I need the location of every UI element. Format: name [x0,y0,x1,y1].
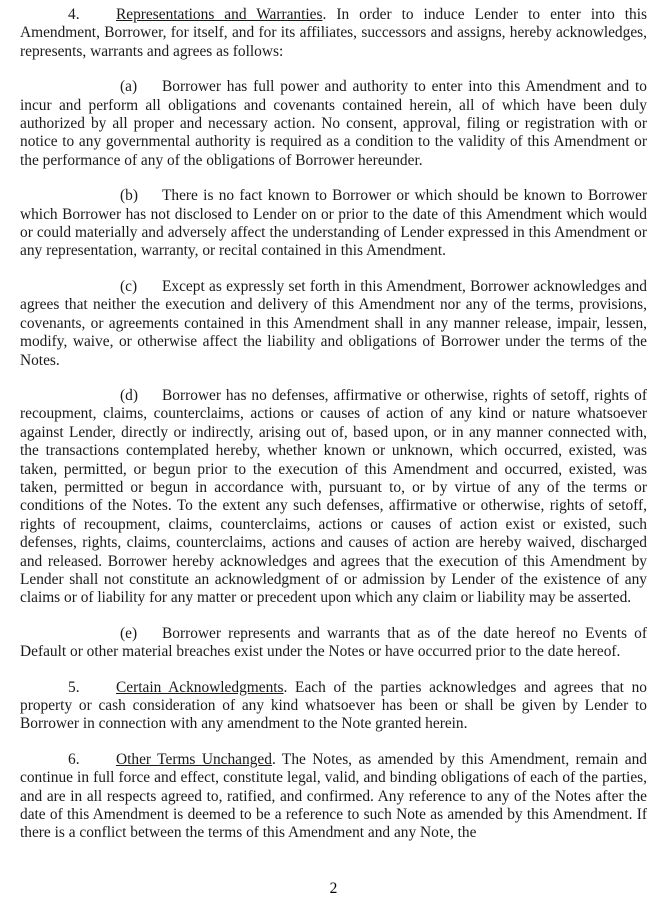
clause-label: (b) [120,187,138,205]
section-text: . The Notes, as amended by this Amendment, remain and continue in full force and effect, constitute legal, valid, and binding obligations of each of the parties, and are in all respects agreed to, ratified, and confirmed. Any reference to any of the Notes after the date of this Amendment is deemed to be a reference to such Note as amended by this Amendment. If there is a conflict between the terms of this Amendment and any Note, the [20,750,647,842]
clause-e [20,625,647,662]
clause-a [20,78,647,170]
clause-text: Borrower has no defenses, affirmative or otherwise, rights of setoff, rights of recoupment, claims, counterclaims, actions or causes of action of any kind or nature whatsoever against Lender, directly or indirectly, arising out of, based upon, or in any manner connected with, the transactions contemplated hereby, whether known or unknown, which occurred, existed, was taken, permitted, or begun prior to the execution of this Amendment and occurred, existed, was taken, permitted or begun in accordance with, pursuant to, or by virtue of any of the terms or conditions of the Notes. To the extent any such defenses, affirmative or otherwise, rights of setoff, rights of recoupment, claims, counterclaims, actions or causes of action exist or existed, such defenses, rights, claims, counterclaims, actions and causes of action are hereby waived, discharged and released. Borrower hereby acknowledges and agrees that the execution of this Amendment by Lender shall not constitute an acknowledgment of or admission by Lender of the existence of any claims or of liability for any matter or precedent upon which any claim or liability may be asserted. [20,386,647,607]
clause-text: Borrower has full power and authority to enter into this Amendment and to incur and perform all obligations and covenants contained herein, all of which have been duly authorized by all proper and necessary action. No consent, approval, filing or registration with or notice to any governmental authority is required as a condition to the validity of this Amendment or the performance of any of the obligations of Borrower hereunder. [20,78,647,169]
section-text: . In order to induce Lender to enter into this Amendment, Borrower, for itself, and for its affiliates, successors and assigns, hereby acknowledges, represents, warrants and agrees as follows: [20,6,647,60]
clause-label: (e) [120,624,138,642]
section-number: 4. [68,6,80,23]
clause-text: Except as expressly set forth in this Amendment, Borrower acknowledges and agrees that neither the execution and delivery of this Amendment nor any of the terms, provisions, covenants, or agreements contained in this Amendment shall in any manner release, impair, lessen, modify, waive, or otherwise affect the liability and obligations of Borrower under the terms of the Notes. [20,277,647,369]
section-heading: Representations and Warranties [116,6,323,23]
clause-label: (a) [120,78,138,96]
section-number: 6. [68,750,80,768]
clause-text: Borrower represents and warrants that as of the date hereof no Events of Default or other material breaches exist under the Notes or have occurred prior to the date hereof. [20,624,647,661]
clause-text: There is no fact known to Borrower or which should be known to Borrower which Borrower has not disclosed to Lender on or prior to the date of this Amendment which would or could materially and adversely affect the understanding of Lender expressed in this Amendment or any representation, warranty, or recital contained in this Amendment. [20,187,647,260]
section-5 [20,679,647,734]
clause-d [20,387,647,608]
section-heading: Other Terms Unchanged [116,750,272,768]
section-4 [20,6,647,61]
section-number: 5. [68,678,80,696]
page-number: 2 [329,880,338,897]
section-6 [20,751,647,843]
section-text: . Each of the parties acknowledges and agrees that no property or cash consideration of any kind whatsoever has been or shall be given by Lender to Borrower in connection with any amendment to the Note granted herein. [20,678,647,733]
clause-b [20,187,647,261]
clause-label: (d) [120,386,138,404]
section-heading: Certain Acknowledgments [116,678,284,696]
clause-label: (c) [120,277,138,295]
clause-c [20,278,647,370]
